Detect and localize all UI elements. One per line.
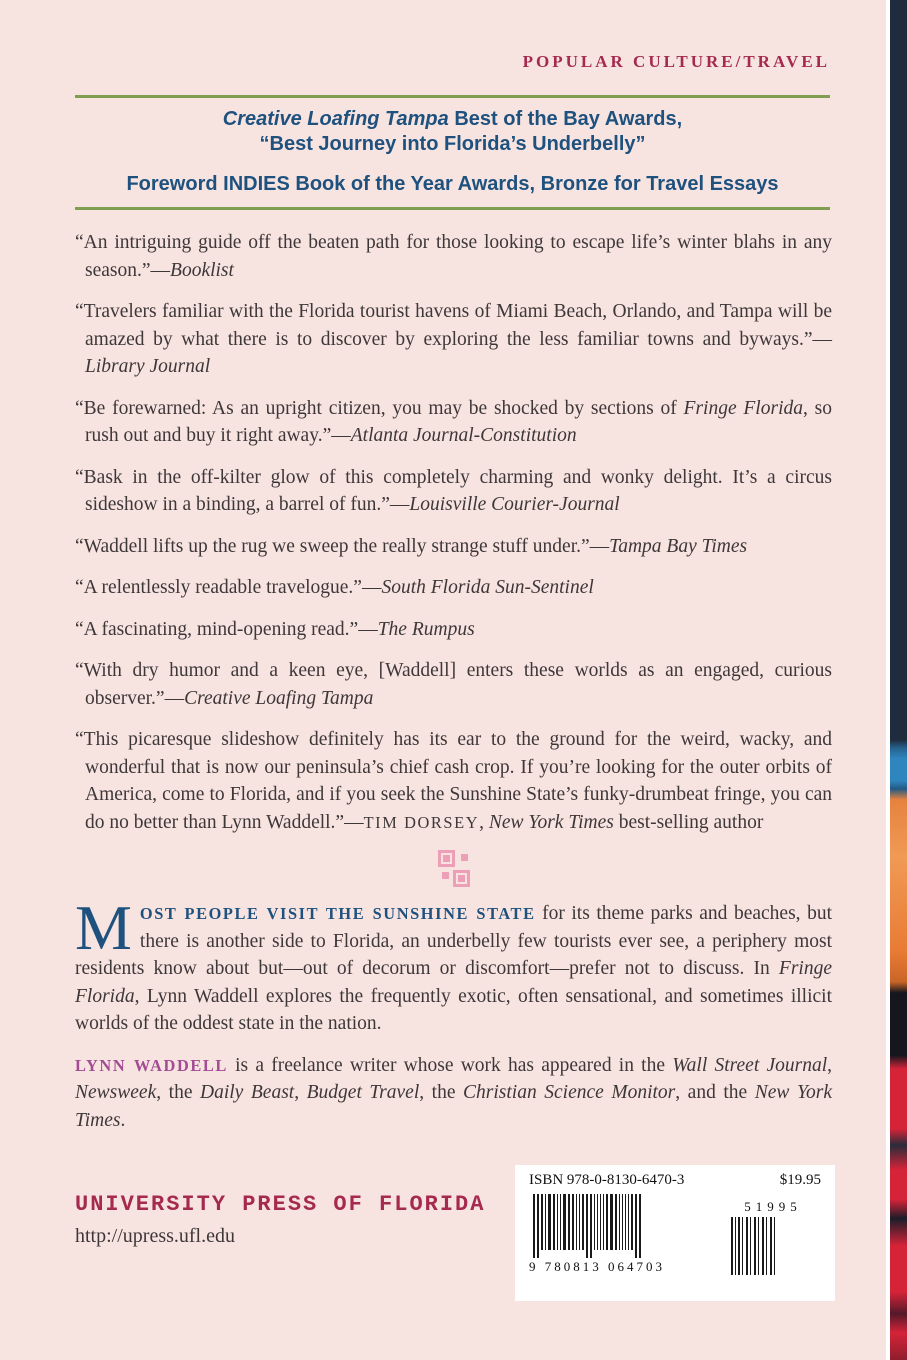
ornament-square — [461, 854, 468, 861]
front-cover-photo-edge — [890, 0, 907, 1360]
award-line-1: Creative Loafing Tampa Best of the Bay Awards, — [222, 108, 683, 130]
isbn-label: ISBN 978-0-8130-6470-3 — [529, 1172, 685, 1188]
dropcap-letter: M — [75, 892, 132, 963]
award-line-3: Foreword INDIES Book of the Year Awards, Bronze for Travel Essays — [126, 173, 779, 195]
ornament-square — [453, 870, 470, 887]
review-quote: “An intriguing guide off the beaten path for those looking to escape life’s winter blahs in any season.”—Booklist — [75, 232, 832, 281]
review-quote: “Bask in the off-kilter glow of this completely charming and wonky delight. It’s a circus sideshow in a binding, a barrel of fun.”—Louisville Courier-Journal — [75, 466, 832, 515]
publisher-url: http://upress.ufl.edu — [75, 1225, 235, 1247]
bottom-divider-rule — [75, 207, 830, 210]
supplement-digits: 51995 — [744, 1199, 802, 1214]
review-quote: “This picaresque slideshow definitely has its ear to the ground for the weird, wacky, and wonderful that is now our peninsula’s chief cash crop. If you’re looking for the outer orbits of America, come to Florida, and if you seek the Sunshine State’s funky-drumbeat fringe, you can do no better than Lynn Waddell.”—TIM DORSEY, New York Times best-selling author — [75, 729, 832, 833]
ornament-square — [438, 850, 455, 867]
award-line-2: “Best Journey into Florida’s Underbelly” — [259, 133, 646, 155]
review-quote: “Waddell lifts up the rug we sweep the really strange stuff under.”—Tampa Bay Times — [75, 535, 748, 557]
ean-barcode — [529, 1194, 719, 1258]
awards-block — [75, 107, 830, 197]
publisher-name: UNIVERSITY PRESS OF FLORIDA — [75, 1192, 486, 1217]
review-quote: “A fascinating, mind-opening read.”—The Rumpus — [75, 618, 475, 640]
supplement-barcode — [729, 1217, 817, 1275]
review-quote: “With dry humor and a keen eye, [Waddell] enters these worlds as an engaged, curious observer.”—Creative Loafing Tampa — [75, 660, 832, 709]
review-quote: “Be forewarned: As an upright citizen, you may be shocked by sections of Fringe Florida, so rush out and buy it right away.”—Atlanta Journal-Constitution — [75, 397, 832, 446]
review-quote: “Travelers familiar with the Florida tourist havens of Miami Beach, Orlando, and Tampa will be amazed by what there is to discover by exploring the less familiar towns and byways.”—Library Journal — [75, 301, 832, 377]
squares-ornament-icon — [438, 850, 470, 887]
publisher-block — [75, 1192, 485, 1248]
top-divider-rule — [75, 95, 830, 98]
ean-digits: 9 780813 064703 — [529, 1259, 665, 1274]
author-bio: LYNN WADDELL is a freelance writer whose work has appeared in the Wall Street Journal, Newsweek, the Daily Beast, Budget Travel, the Christian Science Monitor, and the New York Times. — [75, 1054, 832, 1131]
review-quote: “A relentlessly readable travelogue.”—South Florida Sun-Sentinel — [75, 577, 594, 598]
price-label: $19.95 — [779, 1172, 821, 1188]
description-text: OST PEOPLE VISIT THE SUNSHINE STATE for its theme parks and beaches, but there is another side to Florida, an underbelly few tourists ever see, a periphery most residents know about but—out of decorum or discomfort—prefer not to discuss. In Fringe Florida, Lynn Waddell explores the frequently exotic, often sensational, and sometimes illicit worlds of the oddest state in the nation. — [75, 903, 832, 1034]
category-label: POPULAR CULTURE/TRAVEL — [522, 52, 830, 71]
main-text-column — [75, 229, 832, 1148]
ornament-square — [442, 872, 449, 879]
book-description — [75, 892, 832, 1038]
barcode-panel — [515, 1165, 835, 1301]
